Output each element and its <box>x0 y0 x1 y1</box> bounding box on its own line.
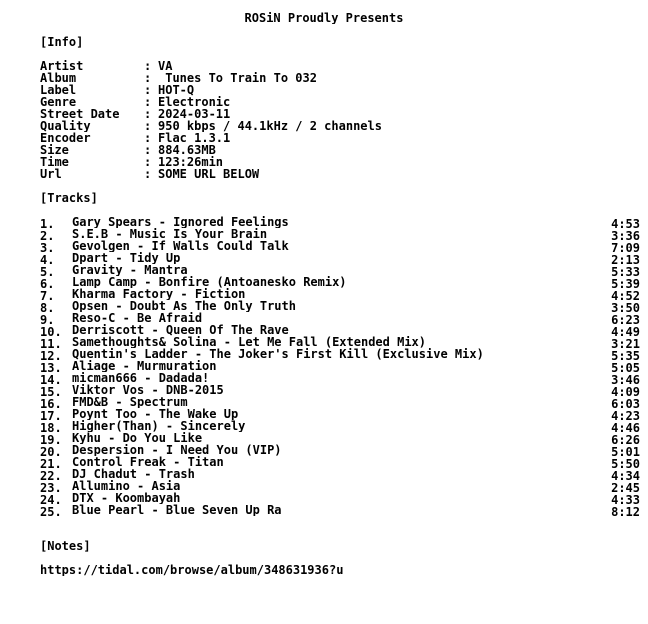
info-field-key: Size <box>40 144 69 156</box>
track-row <box>40 348 640 360</box>
info-field-row <box>40 156 640 168</box>
track-row <box>40 504 640 516</box>
track-number: 15. <box>40 385 62 396</box>
track-name: FMD&B - Spectrum <box>72 396 188 408</box>
track-name: Aliage - Murmuration <box>72 360 217 372</box>
info-field-list <box>40 60 640 180</box>
track-row <box>40 264 640 276</box>
info-field-value: VA <box>158 60 173 72</box>
track-duration: 5:33 <box>611 265 640 276</box>
track-name: Reso-C - Be Afraid <box>72 312 203 324</box>
track-row <box>40 444 640 456</box>
track-duration: 3:50 <box>611 301 640 312</box>
track-number: 25. <box>40 505 62 516</box>
track-row <box>40 408 640 420</box>
info-field-key: Time <box>40 156 69 168</box>
track-name: Quentin's Ladder - The Joker's First Kill (Exclusive Mix) <box>72 348 484 360</box>
track-row <box>40 492 640 504</box>
track-number: 4. <box>40 253 55 264</box>
info-field-row <box>40 168 640 180</box>
track-number: 9. <box>40 313 55 324</box>
info-field-value: HOT-Q <box>158 84 195 96</box>
track-name: Derriscott - Queen Of The Rave <box>72 324 289 336</box>
track-name: Samethoughts& Solina - Let Me Fall (Extended Mix) <box>72 336 427 348</box>
info-field-value: SOME URL BELOW <box>158 168 260 180</box>
info-field-separator: : <box>144 84 152 96</box>
track-name: DJ Chadut - Trash <box>72 468 195 480</box>
track-row <box>40 456 640 468</box>
track-name: DTX - Koombayah <box>72 492 181 504</box>
info-field-value: 123:26min <box>158 156 224 168</box>
nfo-document <box>40 36 640 576</box>
track-duration: 5:05 <box>611 361 640 372</box>
info-field-separator: : <box>144 156 152 168</box>
track-row <box>40 420 640 432</box>
info-field-row <box>40 120 640 132</box>
track-duration: 6:26 <box>611 433 640 444</box>
track-row <box>40 228 640 240</box>
track-duration: 4:49 <box>611 325 640 336</box>
track-name: Higher(Than) - Sincerely <box>72 420 246 432</box>
track-number: 21. <box>40 457 62 468</box>
track-number: 24. <box>40 493 62 504</box>
info-field-value: Flac 1.3.1 <box>158 132 231 144</box>
info-field-row <box>40 72 640 84</box>
track-number: 22. <box>40 469 62 480</box>
track-name: Kharma Factory - Fiction <box>72 288 246 300</box>
info-field-key: Artist <box>40 60 84 72</box>
info-field-key: Encoder <box>40 132 91 144</box>
track-row <box>40 336 640 348</box>
info-field-row <box>40 84 640 96</box>
tracks-section-label: [Tracks] <box>40 192 98 204</box>
track-number: 10. <box>40 325 62 336</box>
track-row <box>40 372 640 384</box>
info-field-row <box>40 60 640 72</box>
track-duration: 8:12 <box>611 505 640 516</box>
track-duration: 4:33 <box>611 493 640 504</box>
info-field-key: Genre <box>40 96 77 108</box>
track-row <box>40 324 640 336</box>
info-field-value: Electronic <box>158 96 231 108</box>
info-field-separator: : <box>144 60 152 72</box>
track-duration: 3:46 <box>611 373 640 384</box>
info-field-key: Url <box>40 168 62 180</box>
track-row <box>40 216 640 228</box>
info-field-value: 884.63MB <box>158 144 216 156</box>
track-duration: 4:53 <box>611 217 640 228</box>
track-name: Dpart - Tidy Up <box>72 252 181 264</box>
info-field-key: Album <box>40 72 77 84</box>
track-duration: 5:50 <box>611 457 640 468</box>
track-duration: 6:23 <box>611 313 640 324</box>
track-name: Control Freak - Titan <box>72 456 224 468</box>
track-name: S.E.B - Music Is Your Brain <box>72 228 268 240</box>
track-duration: 7:09 <box>611 241 640 252</box>
info-field-separator: : <box>144 108 152 120</box>
info-field-separator: : <box>144 144 152 156</box>
info-field-value: 2024-03-11 <box>158 108 231 120</box>
track-row <box>40 396 640 408</box>
track-name: Viktor Vos - DNB-2015 <box>72 384 224 396</box>
track-number: 20. <box>40 445 62 456</box>
track-name: Despersion - I Need You (VIP) <box>72 444 282 456</box>
track-number: 16. <box>40 397 62 408</box>
release-title: ROSiN Proudly Presents <box>244 12 404 24</box>
notes-section-label: [Notes] <box>40 540 91 552</box>
track-name: Lamp Camp - Bonfire (Antoanesko Remix) <box>72 276 347 288</box>
track-number: 13. <box>40 361 62 372</box>
info-field-key: Quality <box>40 120 91 132</box>
info-field-value: 950 kbps / 44.1kHz / 2 channels <box>158 120 382 132</box>
info-field-row <box>40 144 640 156</box>
track-number: 5. <box>40 265 55 276</box>
track-row <box>40 288 640 300</box>
track-row <box>40 360 640 372</box>
info-field-row <box>40 132 640 144</box>
track-number: 12. <box>40 349 62 360</box>
track-number: 19. <box>40 433 62 444</box>
track-name: Kyhu - Do You Like <box>72 432 203 444</box>
track-duration: 5:39 <box>611 277 640 288</box>
track-duration: 4:52 <box>611 289 640 300</box>
track-duration: 3:36 <box>611 229 640 240</box>
track-number: 11. <box>40 337 62 348</box>
track-duration: 4:46 <box>611 421 640 432</box>
track-row <box>40 468 640 480</box>
track-list <box>40 216 640 516</box>
track-row <box>40 432 640 444</box>
track-row <box>40 240 640 252</box>
track-row <box>40 276 640 288</box>
info-field-row <box>40 96 640 108</box>
info-field-key: Street Date <box>40 108 120 120</box>
track-number: 1. <box>40 217 55 228</box>
info-field-separator: : <box>144 168 152 180</box>
track-number: 8. <box>40 301 55 312</box>
track-number: 17. <box>40 409 62 420</box>
track-number: 7. <box>40 289 55 300</box>
track-duration: 2:45 <box>611 481 640 492</box>
track-row <box>40 300 640 312</box>
track-duration: 5:35 <box>611 349 640 360</box>
track-duration: 3:21 <box>611 337 640 348</box>
info-field-separator: : <box>144 132 152 144</box>
track-row <box>40 480 640 492</box>
info-field-key: Label <box>40 84 77 96</box>
info-field-value: Tunes To Train To 032 <box>158 72 317 84</box>
track-name: Gravity - Mantra <box>72 264 188 276</box>
track-duration: 6:03 <box>611 397 640 408</box>
track-name: Opsen - Doubt As The Only Truth <box>72 300 296 312</box>
track-number: 23. <box>40 481 62 492</box>
track-number: 6. <box>40 277 55 288</box>
info-field-separator: : <box>144 120 152 132</box>
info-field-row <box>40 108 640 120</box>
track-duration: 4:23 <box>611 409 640 420</box>
track-name: Blue Pearl - Blue Seven Up Ra <box>72 504 282 516</box>
track-row <box>40 252 640 264</box>
track-row <box>40 384 640 396</box>
info-field-separator: : <box>144 72 152 84</box>
track-duration: 2:13 <box>611 253 640 264</box>
track-name: Gevolgen - If Walls Could Talk <box>72 240 289 252</box>
track-name: Allumino - Asia <box>72 480 181 492</box>
info-section-label: [Info] <box>40 36 84 48</box>
track-number: 18. <box>40 421 62 432</box>
track-duration: 4:09 <box>611 385 640 396</box>
track-duration: 5:01 <box>611 445 640 456</box>
track-row <box>40 312 640 324</box>
track-duration: 4:34 <box>611 469 640 480</box>
track-name: micman666 - Dadada! <box>72 372 210 384</box>
track-number: 14. <box>40 373 62 384</box>
track-name: Gary Spears - Ignored Feelings <box>72 216 289 228</box>
track-number: 3. <box>40 241 55 252</box>
track-number: 2. <box>40 229 55 240</box>
track-name: Poynt Too - The Wake Up <box>72 408 239 420</box>
info-field-separator: : <box>144 96 152 108</box>
notes-url: https://tidal.com/browse/album/348631936?u <box>40 564 344 576</box>
